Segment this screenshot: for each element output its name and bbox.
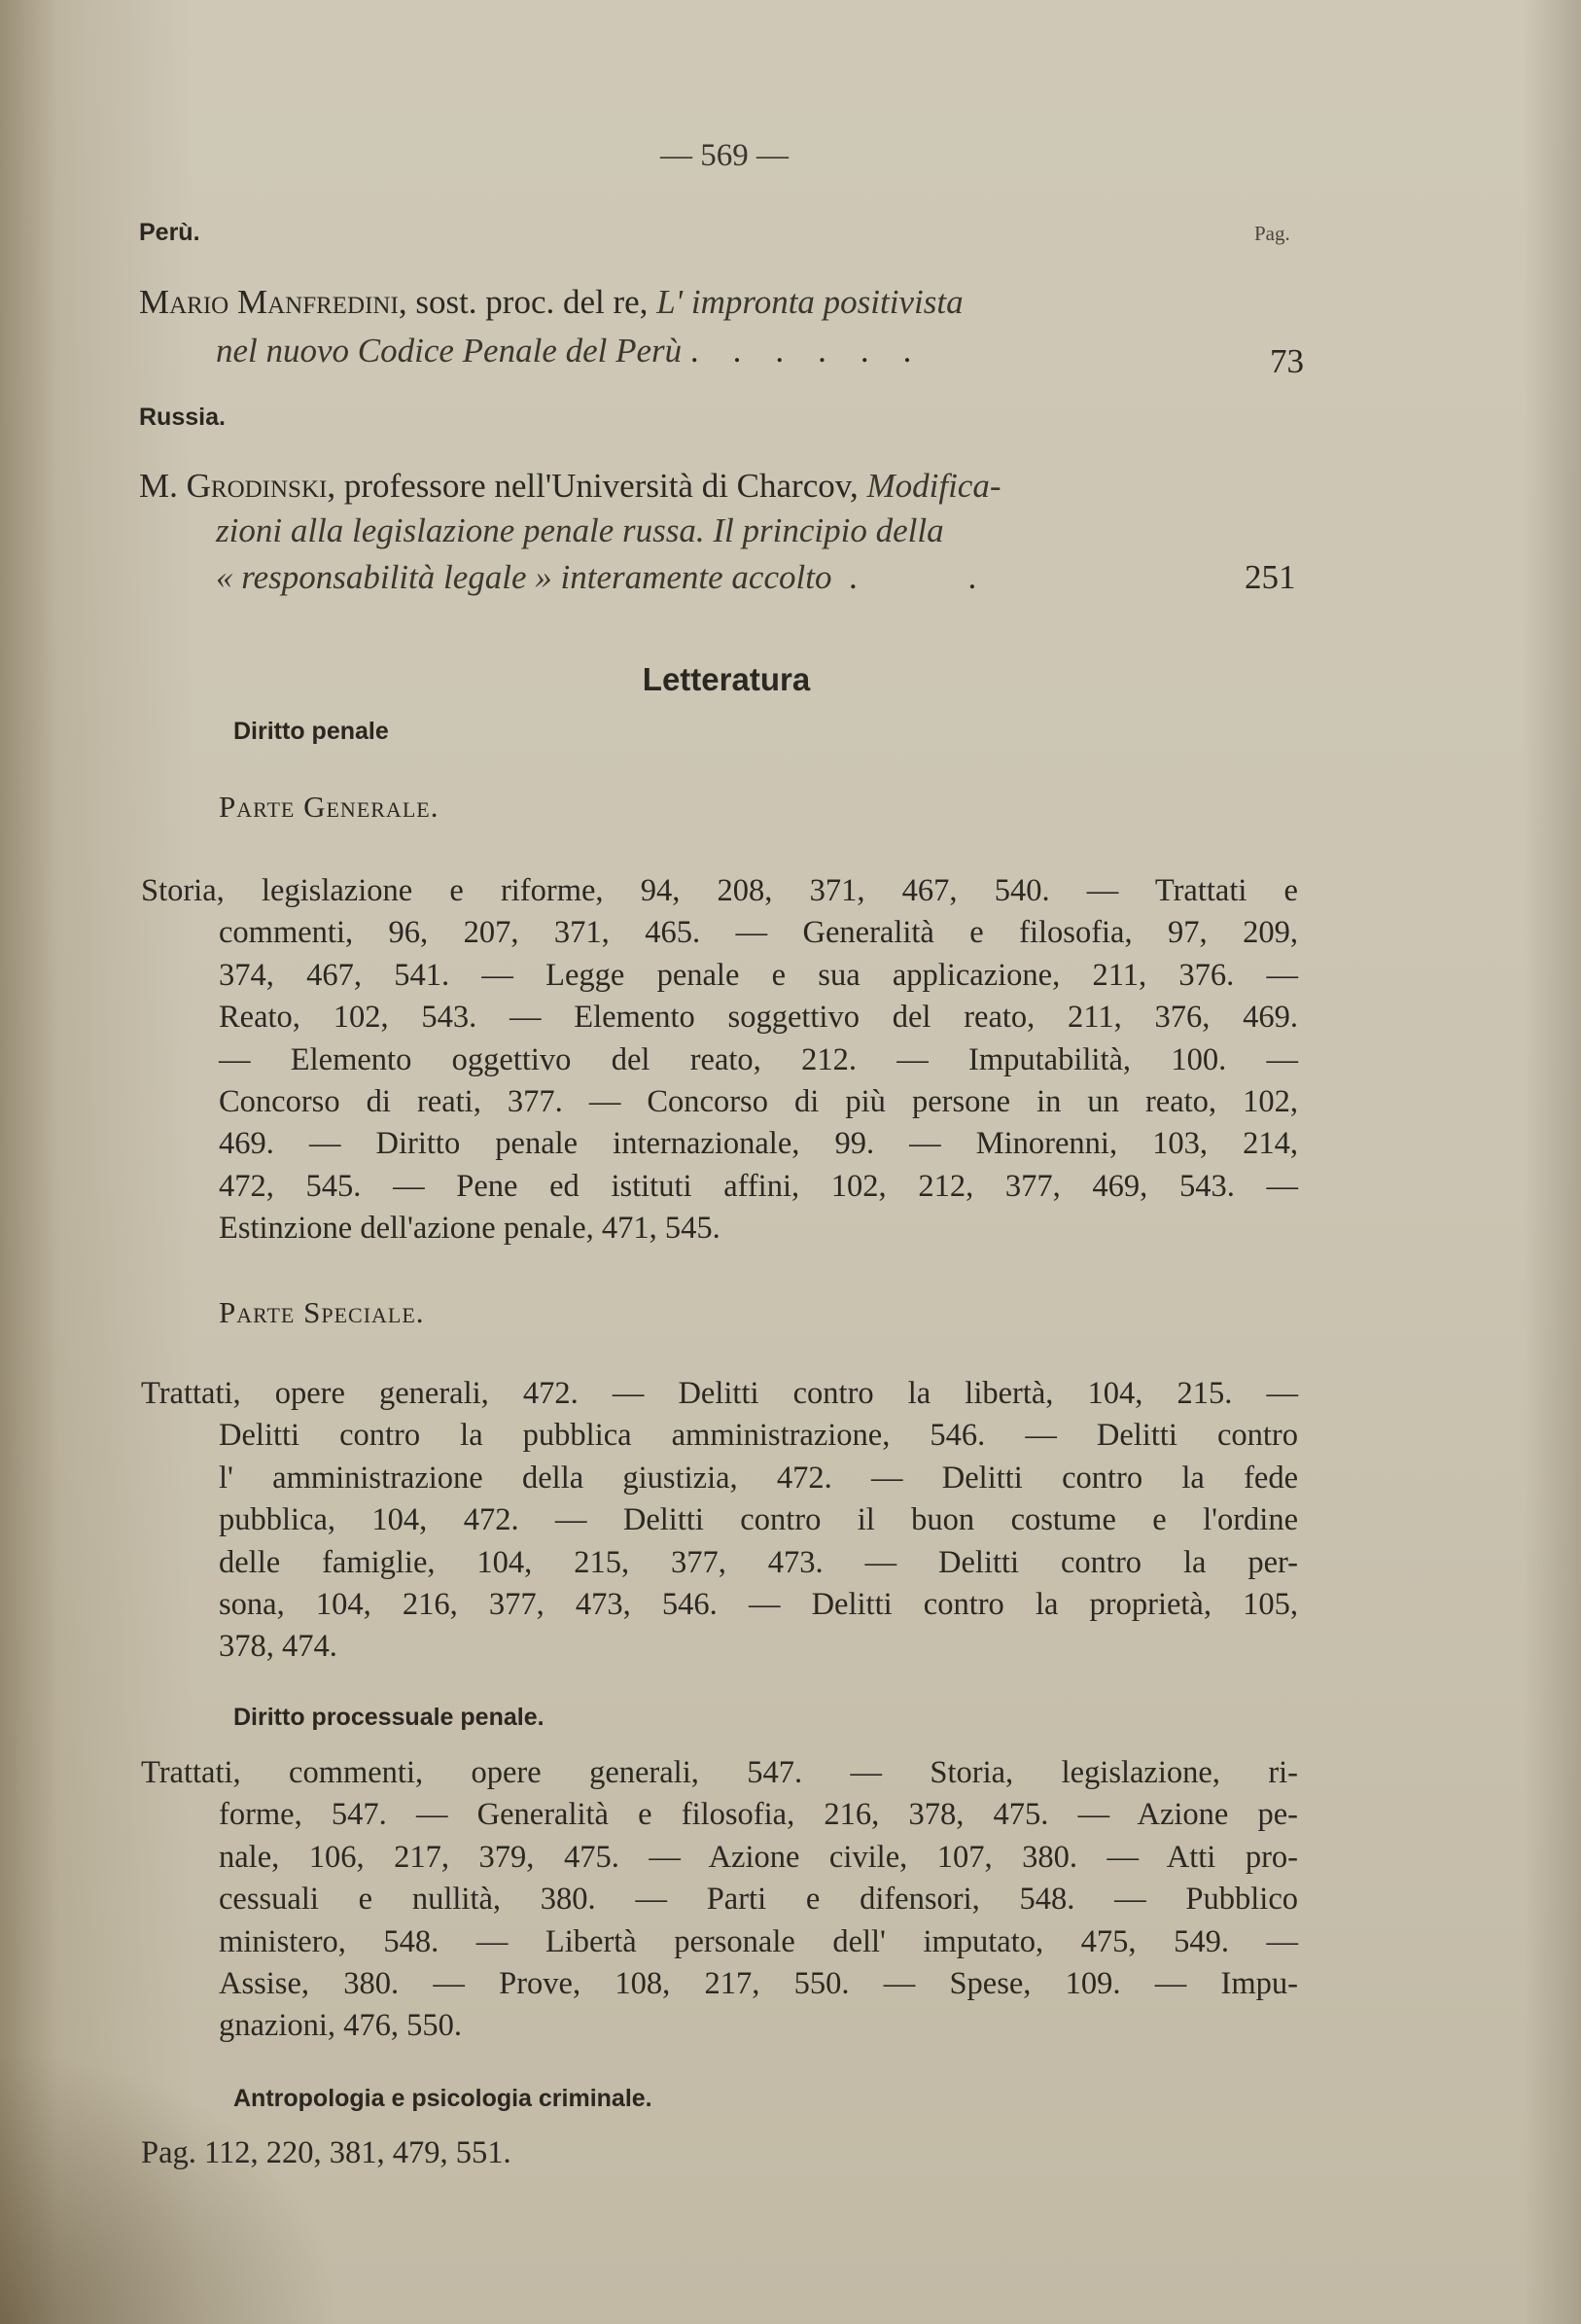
text-line: l' amministrazione della giustizia, 472. — Delitti contro la fede (219, 1460, 1298, 1496)
page-ref: 73 (1270, 342, 1304, 380)
article-title-cont: zioni alla legislazione penale russa. Il principio della (216, 511, 944, 549)
text-line: delle famiglie, 104, 215, 377, 473. — Delitti contro la per- (219, 1544, 1298, 1580)
leader-dots: . . . . . . (689, 332, 912, 370)
part-heading-generale: Parte Generale. (219, 790, 439, 824)
text-line: commenti, 96, 207, 371, 465. — Generalità e filosofia, 97, 209, (219, 915, 1298, 951)
page-ref: 251 (1245, 558, 1296, 596)
article-title-cont: nel nuovo Codice Penale del Perù (216, 332, 683, 370)
text-line: Trattati, opere generali, 472. — Delitti contro la libertà, 104, 215. — (141, 1376, 1298, 1411)
page-number: — 569 — (660, 138, 789, 173)
author-name: Mario Manfredini (139, 283, 399, 321)
entry-peru-cont (216, 326, 911, 376)
paragraph-diritto-processuale (141, 1752, 1298, 2048)
text-line: nale, 106, 217, 379, 475. — Azione civile, 107, 380. — Atti pro- (219, 1839, 1298, 1875)
subsection-antropologia: Antropologia e psicologia criminale. (233, 2085, 652, 2112)
author-desc: , sost. proc. del re, (398, 283, 657, 321)
text-line: 469. — Diritto penale internazionale, 99. — Minorenni, 103, 214, (219, 1126, 1298, 1162)
text-line: sona, 104, 216, 377, 473, 546. — Delitti contro la proprietà, 105, (219, 1586, 1298, 1622)
antropologia-pages: Pag. 112, 220, 381, 479, 551. (141, 2135, 511, 2170)
subsection-diritto-processuale: Diritto processuale penale. (233, 1704, 545, 1731)
country-heading-peru: Perù. (139, 219, 200, 246)
leader-dots: . . (848, 558, 977, 596)
part-heading-speciale: Parte Speciale. (219, 1295, 425, 1329)
text-line: forme, 547. — Generalità e filosofia, 216, 378, 475. — Azione pe- (219, 1797, 1298, 1833)
section-title: Letteratura (642, 661, 811, 697)
text-line: gnazioni, 476, 550. (219, 2008, 463, 2044)
text-line: Delitti contro la pubblica amministrazione, 546. — Delitti contro (219, 1418, 1298, 1454)
pag-label: Pag. (1254, 222, 1290, 245)
text-line: 374, 467, 541. — Legge penale e sua applicazione, 211, 376. — (219, 957, 1298, 993)
author-desc: , professore nell'Università di Charcov, (327, 467, 867, 505)
country-heading-russia: Russia. (139, 404, 226, 431)
entry-russia-cont (216, 552, 976, 603)
subsection-diritto-penale: Diritto penale (233, 718, 389, 745)
article-title-cont: « responsabilità legale » interamente accolto (216, 558, 832, 596)
text-line: Trattati, commenti, opere generali, 547. — Storia, legislazione, ri- (141, 1755, 1298, 1790)
text-line: Storia, legislazione e riforme, 94, 208, 371, 467, 540. — Trattati e (141, 873, 1298, 908)
text-line: ministero, 548. — Libertà personale dell' imputato, 475, 549. — (219, 1923, 1298, 1959)
author-name: M. Grodinski (139, 467, 328, 505)
paragraph-parte-speciale (141, 1373, 1298, 1669)
text-line: 378, 474. (219, 1629, 337, 1665)
text-line: Assise, 380. — Prove, 108, 217, 550. — Spese, 109. — Impu- (219, 1965, 1298, 2001)
entry-russia (139, 461, 1001, 511)
article-title: Modifica- (866, 467, 1001, 505)
text-line: pubblica, 104, 472. — Delitti contro il buon costume e l'ordine (219, 1502, 1298, 1538)
paragraph-parte-generale (141, 870, 1298, 1250)
text-line: — Elemento oggettivo del reato, 212. — Imputabilità, 100. — (219, 1041, 1298, 1077)
text-line: Reato, 102, 543. — Elemento soggettivo del reato, 211, 376, 469. (219, 1000, 1298, 1036)
text-line: 472, 545. — Pene ed istituti affini, 102, 212, 377, 469, 543. — (219, 1168, 1298, 1204)
entry-peru (139, 277, 964, 328)
text-line: cessuali e nullità, 380. — Parti e difensori, 548. — Pubblico (219, 1882, 1298, 1918)
text-line: Concorso di reati, 377. — Concorso di più persone in un reato, 102, (219, 1083, 1298, 1119)
text-line: Estinzione dell'azione penale, 471, 545. (219, 1211, 720, 1247)
article-title: L' impronta positivista (656, 283, 964, 321)
